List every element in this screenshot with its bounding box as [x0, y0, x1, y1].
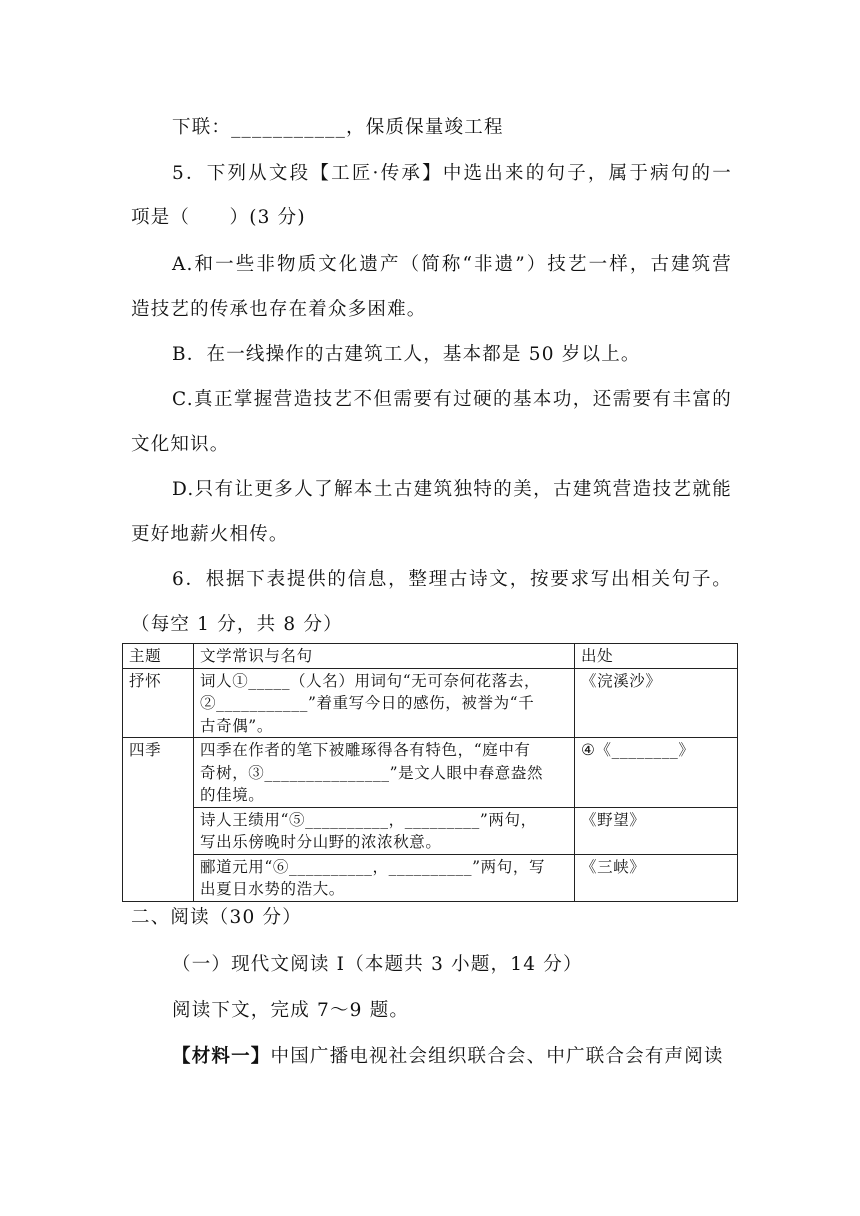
couplet-second-line: 下联：___________，保质保量竣工程 [172, 117, 504, 138]
option-a: A.和一些非物质文化遗产（简称“非遗”）技艺一样，古建筑营 [172, 254, 732, 275]
option-c-cont: 文化知识。 [131, 434, 230, 455]
reading-instruction: 阅读下文，完成 7～9 题。 [172, 1000, 410, 1021]
subsection-heading: （一）现代文阅读 I（本题共 3 小题，14 分） [172, 954, 583, 975]
material-one-text: 中国广播电视社会组织联合会、中广联合会有声阅读 [270, 1046, 724, 1067]
option-a-cont: 造技艺的传承也存在着众多困难。 [131, 299, 427, 320]
header-theme: 主题 [123, 644, 194, 669]
row-content: 郦道元用“⑥__________，__________”两句，写 出夏日水势的浩大。 [194, 854, 575, 901]
question-5-stem-cont: 项是（ ）(3 分) [131, 207, 306, 228]
row-content: 四季在作者的笔下被雕琢得各有特色，“庭中有 奇树，③_______________”是文人眼中春意盎然 的佳境。 [194, 738, 575, 808]
row-content: 词人①_____（人名）用词句“无可奈何花落去， ②___________”着重写今日的感伤，被誉为“千 古奇偶”。 [194, 668, 575, 738]
option-b: B．在一线操作的古建筑工人，基本都是 50 岁以上。 [172, 344, 641, 365]
table-row [123, 668, 738, 738]
row-source: 《野望》 [575, 807, 738, 854]
table-row [123, 854, 738, 901]
option-d-cont: 更好地薪火相传。 [131, 524, 289, 545]
row-content: 诗人王绩用“⑤__________，_________”两句， 写出乐傍晚时分山野的浓浓秋意。 [194, 807, 575, 854]
question-5-stem: 5．下列从文段【工匠·传承】中选出来的句子，属于病句的一 [172, 163, 732, 184]
row-source: 《浣溪沙》 [575, 668, 738, 738]
header-source: 出处 [575, 644, 738, 669]
row-source: 《三峡》 [575, 854, 738, 901]
option-d: D.只有让更多人了解本土古建筑独特的美，古建筑营造技艺就能 [172, 479, 732, 500]
header-content: 文学常识与名句 [194, 644, 575, 669]
row-theme: 抒怀 [123, 668, 194, 738]
row-theme: 四季 [123, 738, 194, 902]
section-two-heading: 二、阅读（30 分） [131, 907, 302, 928]
option-c: C.真正掌握营造技艺不但需要有过硬的基本功，还需要有丰富的 [172, 389, 732, 410]
poetry-table [122, 643, 738, 902]
material-one-label: 【材料一】 [172, 1046, 271, 1067]
material-one-line [172, 1044, 724, 1070]
row-source: ④《________》 [575, 738, 738, 808]
table-header-row [123, 644, 738, 669]
table-row [123, 807, 738, 854]
question-6-score: （每空 1 分，共 8 分） [131, 614, 343, 635]
question-6-stem: 6．根据下表提供的信息，整理古诗文，按要求写出相关句子。 [172, 569, 732, 590]
table-row [123, 738, 738, 808]
